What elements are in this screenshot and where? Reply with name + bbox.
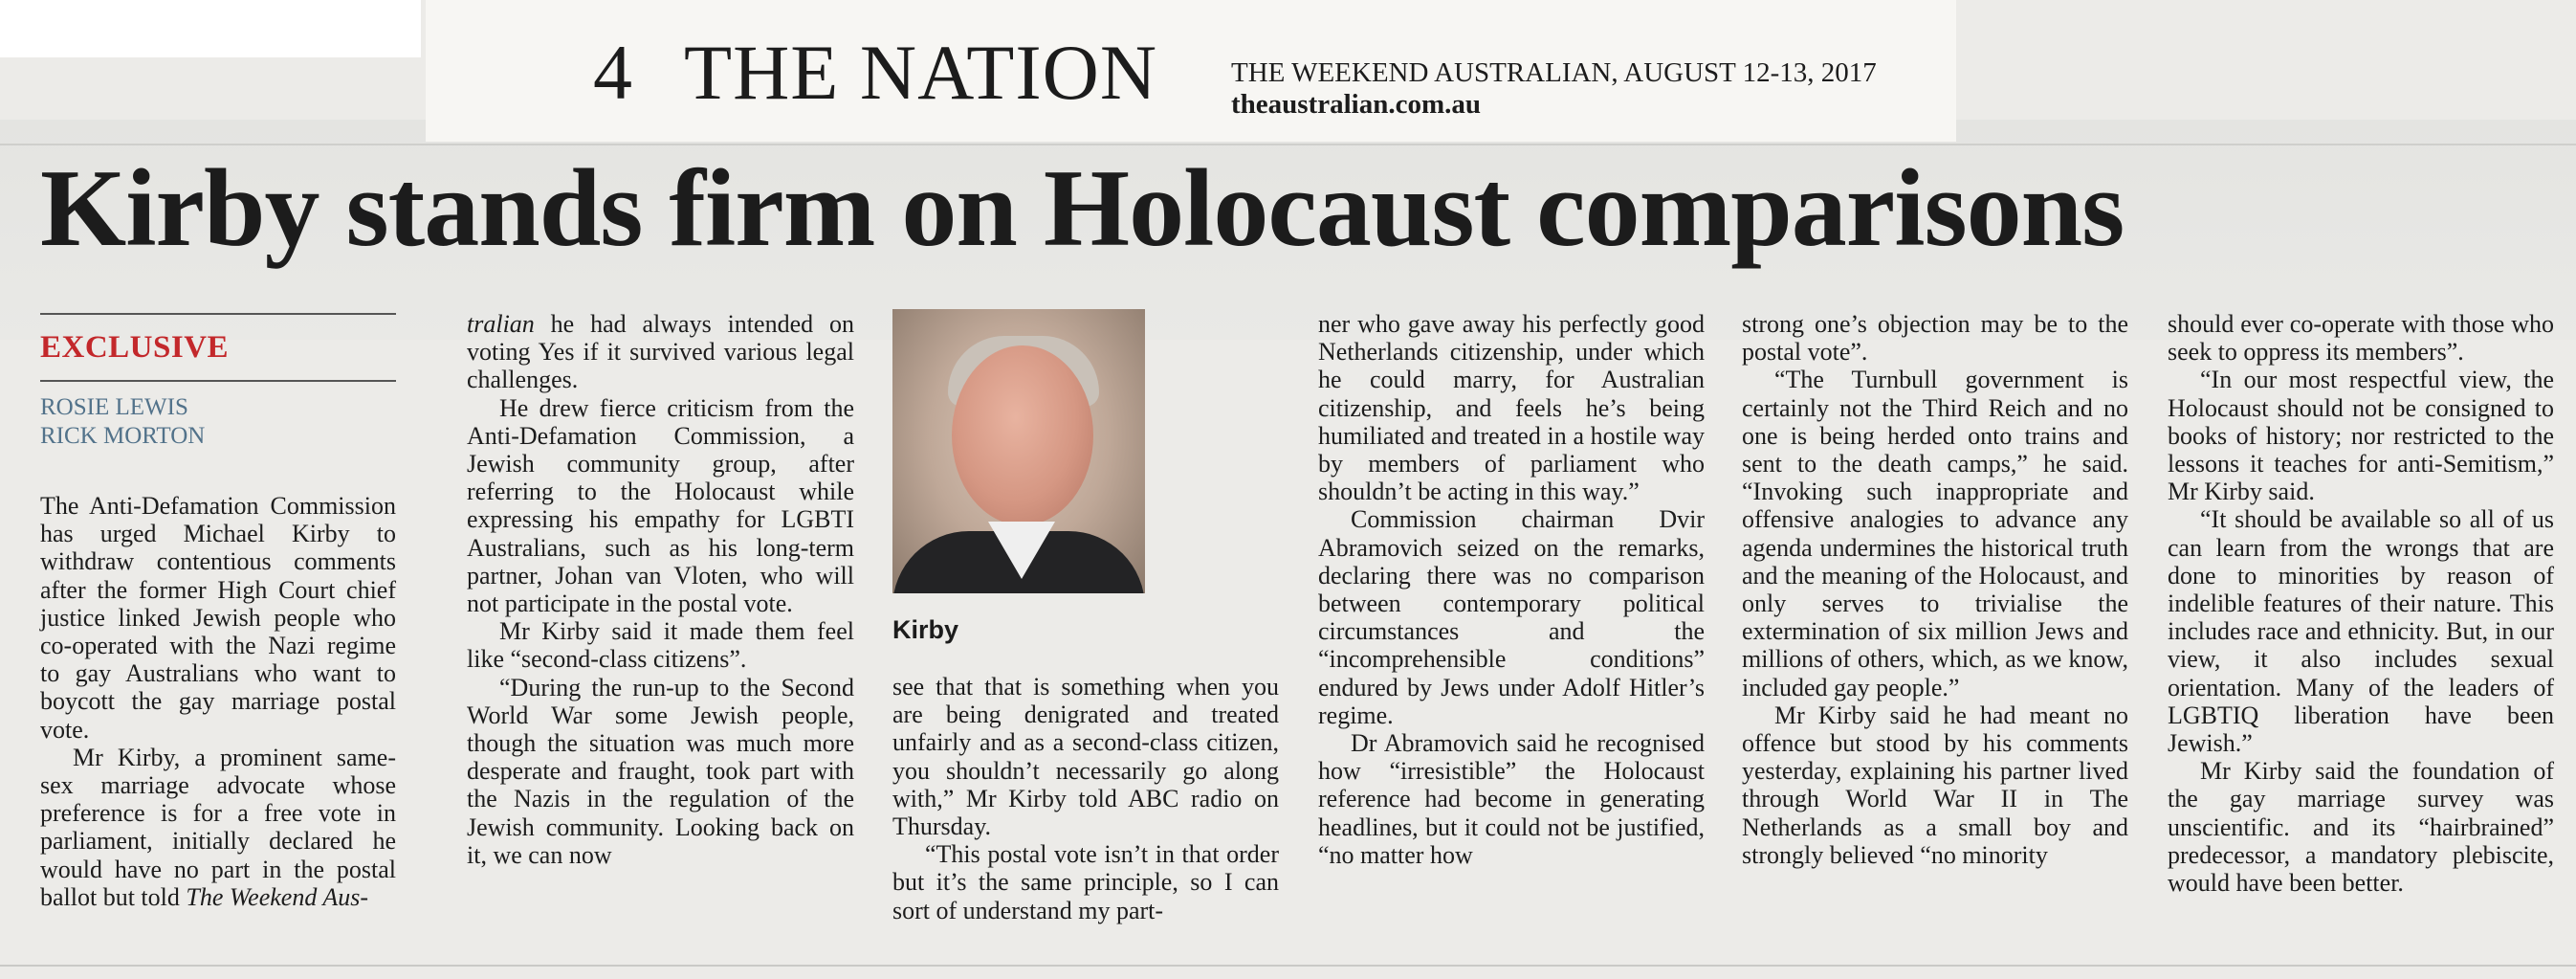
byline [40, 393, 205, 451]
paragraph: strong one’s objection may be to the postal vote”. [1742, 310, 2128, 367]
bottom-divider [0, 965, 2576, 967]
author-name: ROSIE LEWIS [40, 394, 188, 420]
kirby-photo [892, 309, 1145, 593]
article-column-4 [1318, 310, 1705, 869]
paragraph: “The Turnbull government is certainly not the Third Reich and no one is being herded onto trains and sent to the death camps,” he said. “Invoking such inappropriate and offensive analogies to advance any agenda undermines the historical truth and the meaning of the Holocaust, and only serves to trivialise the extermination of six million Jews and millions of others, which, as we know, included gay people.” [1742, 366, 2128, 701]
paragraph: He drew fierce criticism from the Anti-Defamation Commission, a Jewish community group, after referring to the Holocaust while expressing his empathy for LGBTI Australians, such as his long-term partner, Johan van Vloten, who will not participate in the postal vote. [467, 393, 854, 618]
exclusive-tag: EXCLUSIVE [40, 330, 230, 365]
photo-caption: Kirby [892, 615, 959, 644]
paragraph: “It should be available so all of us can learn from the wrongs that are done to minorities by reason of indelible features of their nature. This includes race and ethnicity. But, in our view, it also includes sexual orientation. Many of the leaders of LGBTIQ liberation have been Jewish.” [2168, 505, 2554, 758]
article-column-6 [2168, 310, 2554, 897]
article-column-3 [892, 673, 1279, 924]
scan-margin [0, 0, 421, 57]
paragraph: tralian he had always intended on voting Yes if it survived various legal challenges. [467, 310, 854, 394]
paragraph: Dr Abramovich said he recognised how “irresistible” the Holocaust reference had become in generating headlines, but it could not be justified, “no matter how [1318, 729, 1705, 869]
article-column-2 [467, 310, 854, 869]
paragraph: Mr Kirby said he had meant no offence but stood by his comments yesterday, explaining his partner lived through World War II in The Netherlands as a small boy and strongly believed “no minority [1742, 701, 2128, 869]
paragraph: “In our most respectful view, the Holocaust should not be consigned to books of history; nor restricted to the lessons it teaches for anti-Semitism,” Mr Kirby said. [2168, 366, 2554, 506]
paragraph: see that that is something when you are being denigrated and treated unfairly and as a second-class citizen, you shouldn’t necessarily go along with,” Mr Kirby told ABC radio on Thursday. [892, 673, 1279, 841]
article-column-1 [40, 492, 396, 911]
headline: Kirby stands firm on Holocaust comparisons [40, 147, 2125, 270]
paragraph: “This postal vote isn’t in that order but it’s the same principle, so I can sort of understand my part- [892, 840, 1279, 924]
page-number: 4 [593, 29, 632, 116]
paragraph: Mr Kirby said the foundation of the gay marriage survey was unscientific. and its “hairbrained” predecessor, a mandatory plebiscite, would have been better. [2168, 757, 2554, 898]
paragraph: Commission chairman Dvir Abramovich seized on the remarks, declaring there was no comparison between contemporary political circumstances and the “incomprehensible conditions” endured by Jews under Adolf Hitler’s regime. [1318, 505, 1705, 729]
author-name: RICK MORTON [40, 423, 206, 449]
paragraph: Mr Kirby said it made them feel like “second-class citizens”. [467, 617, 854, 674]
paragraph: “During the run-up to the Second World War some Jewish people, though the situation was much more desperate and fraught, took part with the Nazis in the regulation of the Jewish community. Looking back on it, we can now [467, 673, 854, 869]
publication-date: THE WEEKEND AUSTRALIAN, AUGUST 12-13, 2017 [1231, 57, 1877, 88]
website-url: theaustralian.com.au [1231, 89, 1481, 120]
paragraph: The Anti-Defamation Commission has urged Michael Kirby to withdraw contentious comments after the former High Court chief justice linked Jewish people who co-operated with the Nazi regime to gay Australians who want to boycott the gay marriage postal vote. [40, 492, 396, 744]
tag-rule-top [40, 313, 396, 315]
paragraph: ner who gave away his perfectly good Netherlands citizenship, under which he could marry, for Australian citizenship, and feels he’s being humiliated and treated in a hostile way by members of parliament who shouldn’t be acting in this way.” [1318, 310, 1705, 506]
article-column-5 [1742, 310, 2128, 869]
section-title: THE NATION [684, 29, 1158, 116]
tag-rule-bottom [40, 380, 396, 382]
top-divider [0, 144, 2576, 145]
paragraph: should ever co-operate with those who seek to oppress its members”. [2168, 310, 2554, 367]
paragraph: Mr Kirby, a prominent same-sex marriage advocate whose preference is for a free vote in parliament, initially declared he would have no part in the postal ballot but told The Weekend Aus- [40, 743, 396, 911]
